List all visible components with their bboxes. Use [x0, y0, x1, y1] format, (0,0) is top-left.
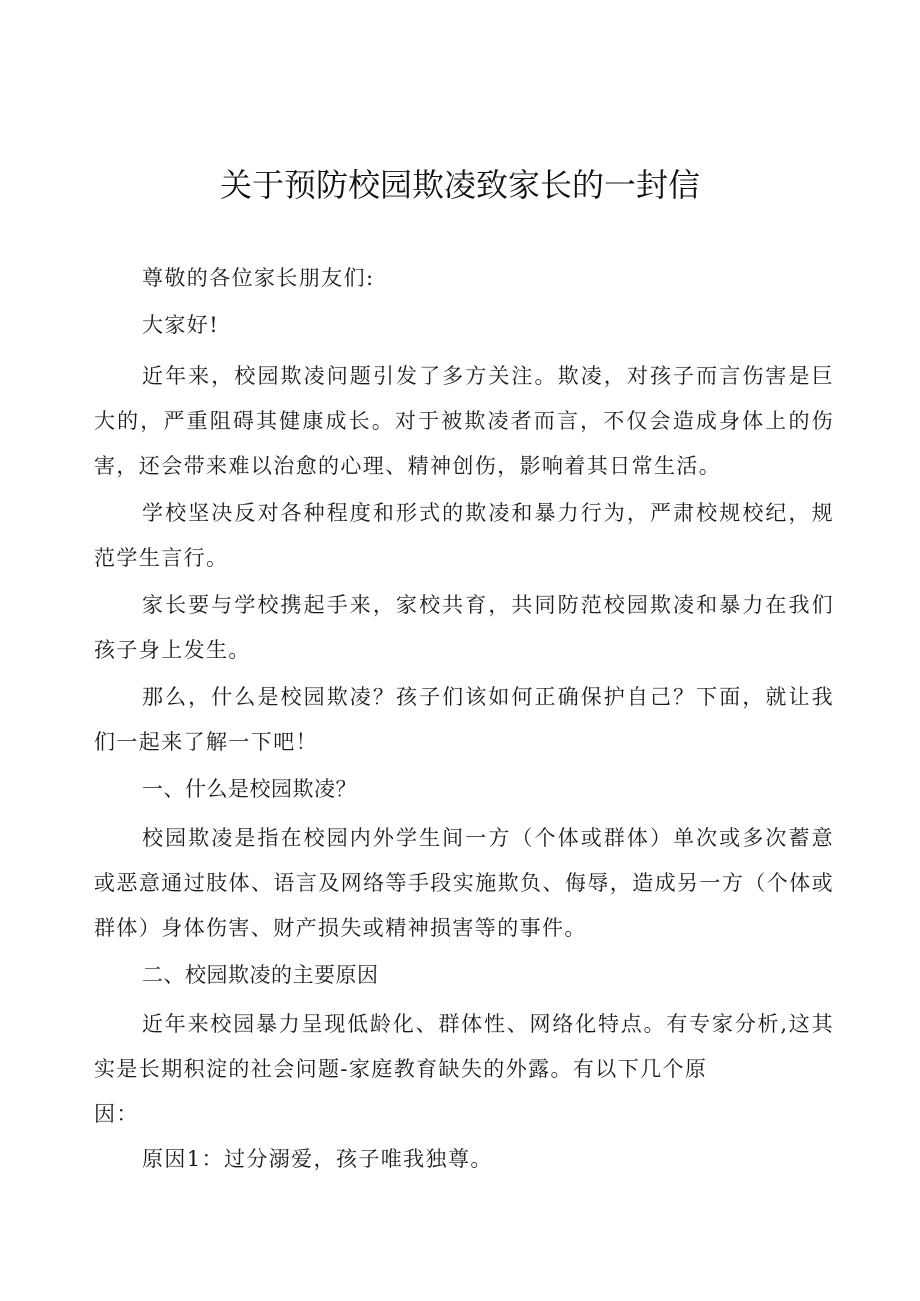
section-text-definition: 校园欺凌是指在校园内外学生间一方（个体或群体）单次或多次蓄意或恶意通过肢体、语言及网络等手段实施欺负、侮辱，造成另一方（个体或群体）身体伤害、财产损失或精神损害等的事件。 — [94, 826, 834, 940]
section-heading-causes: 二、校园欺凌的主要原因 — [142, 963, 379, 987]
reason-1: 原因1：过分溺爱，孩子唯我独尊。 — [142, 1147, 493, 1171]
document-title: 关于预防校园欺凌致家长的一封信 — [219, 166, 700, 204]
paragraph-school-stance: 学校坚决反对各种程度和形式的欺凌和暴力行为，严肃校规校纪，规范学生言行。 — [94, 501, 834, 570]
section-text-causes-tail: 因： — [94, 1102, 139, 1126]
letter-body — [94, 256, 834, 1184]
paragraph-question: 那么，什么是校园欺凌？孩子们该如何正确保护自己？下面，就让我们一起来了解一下吧！ — [94, 685, 834, 754]
paragraph-parents: 家长要与学校携起手来，家校共育，共同防范校园欺凌和暴力在我们孩子身上发生。 — [94, 593, 834, 662]
paragraph-intro: 近年来，校园欺凌问题引发了多方关注。欺凌，对孩子而言伤害是巨大的，严重阻碍其健康成长。对于被欺凌者而言，不仅会造成身体上的伤害，还会带来难以治愈的心理、精神创伤，影响着其日常生活。 — [94, 364, 834, 478]
greeting: 大家好! — [142, 313, 220, 337]
section-heading-definition: 一、什么是校园欺凌？ — [142, 777, 357, 801]
section-text-causes: 近年来校园暴力呈现低龄化、群体性、网络化特点。有专家分析,这其实是长期积淀的社会问题-家庭教育缺失的外露。有以下几个原 — [94, 1012, 834, 1081]
salutation: 尊敬的各位家长朋友们: — [142, 266, 375, 290]
